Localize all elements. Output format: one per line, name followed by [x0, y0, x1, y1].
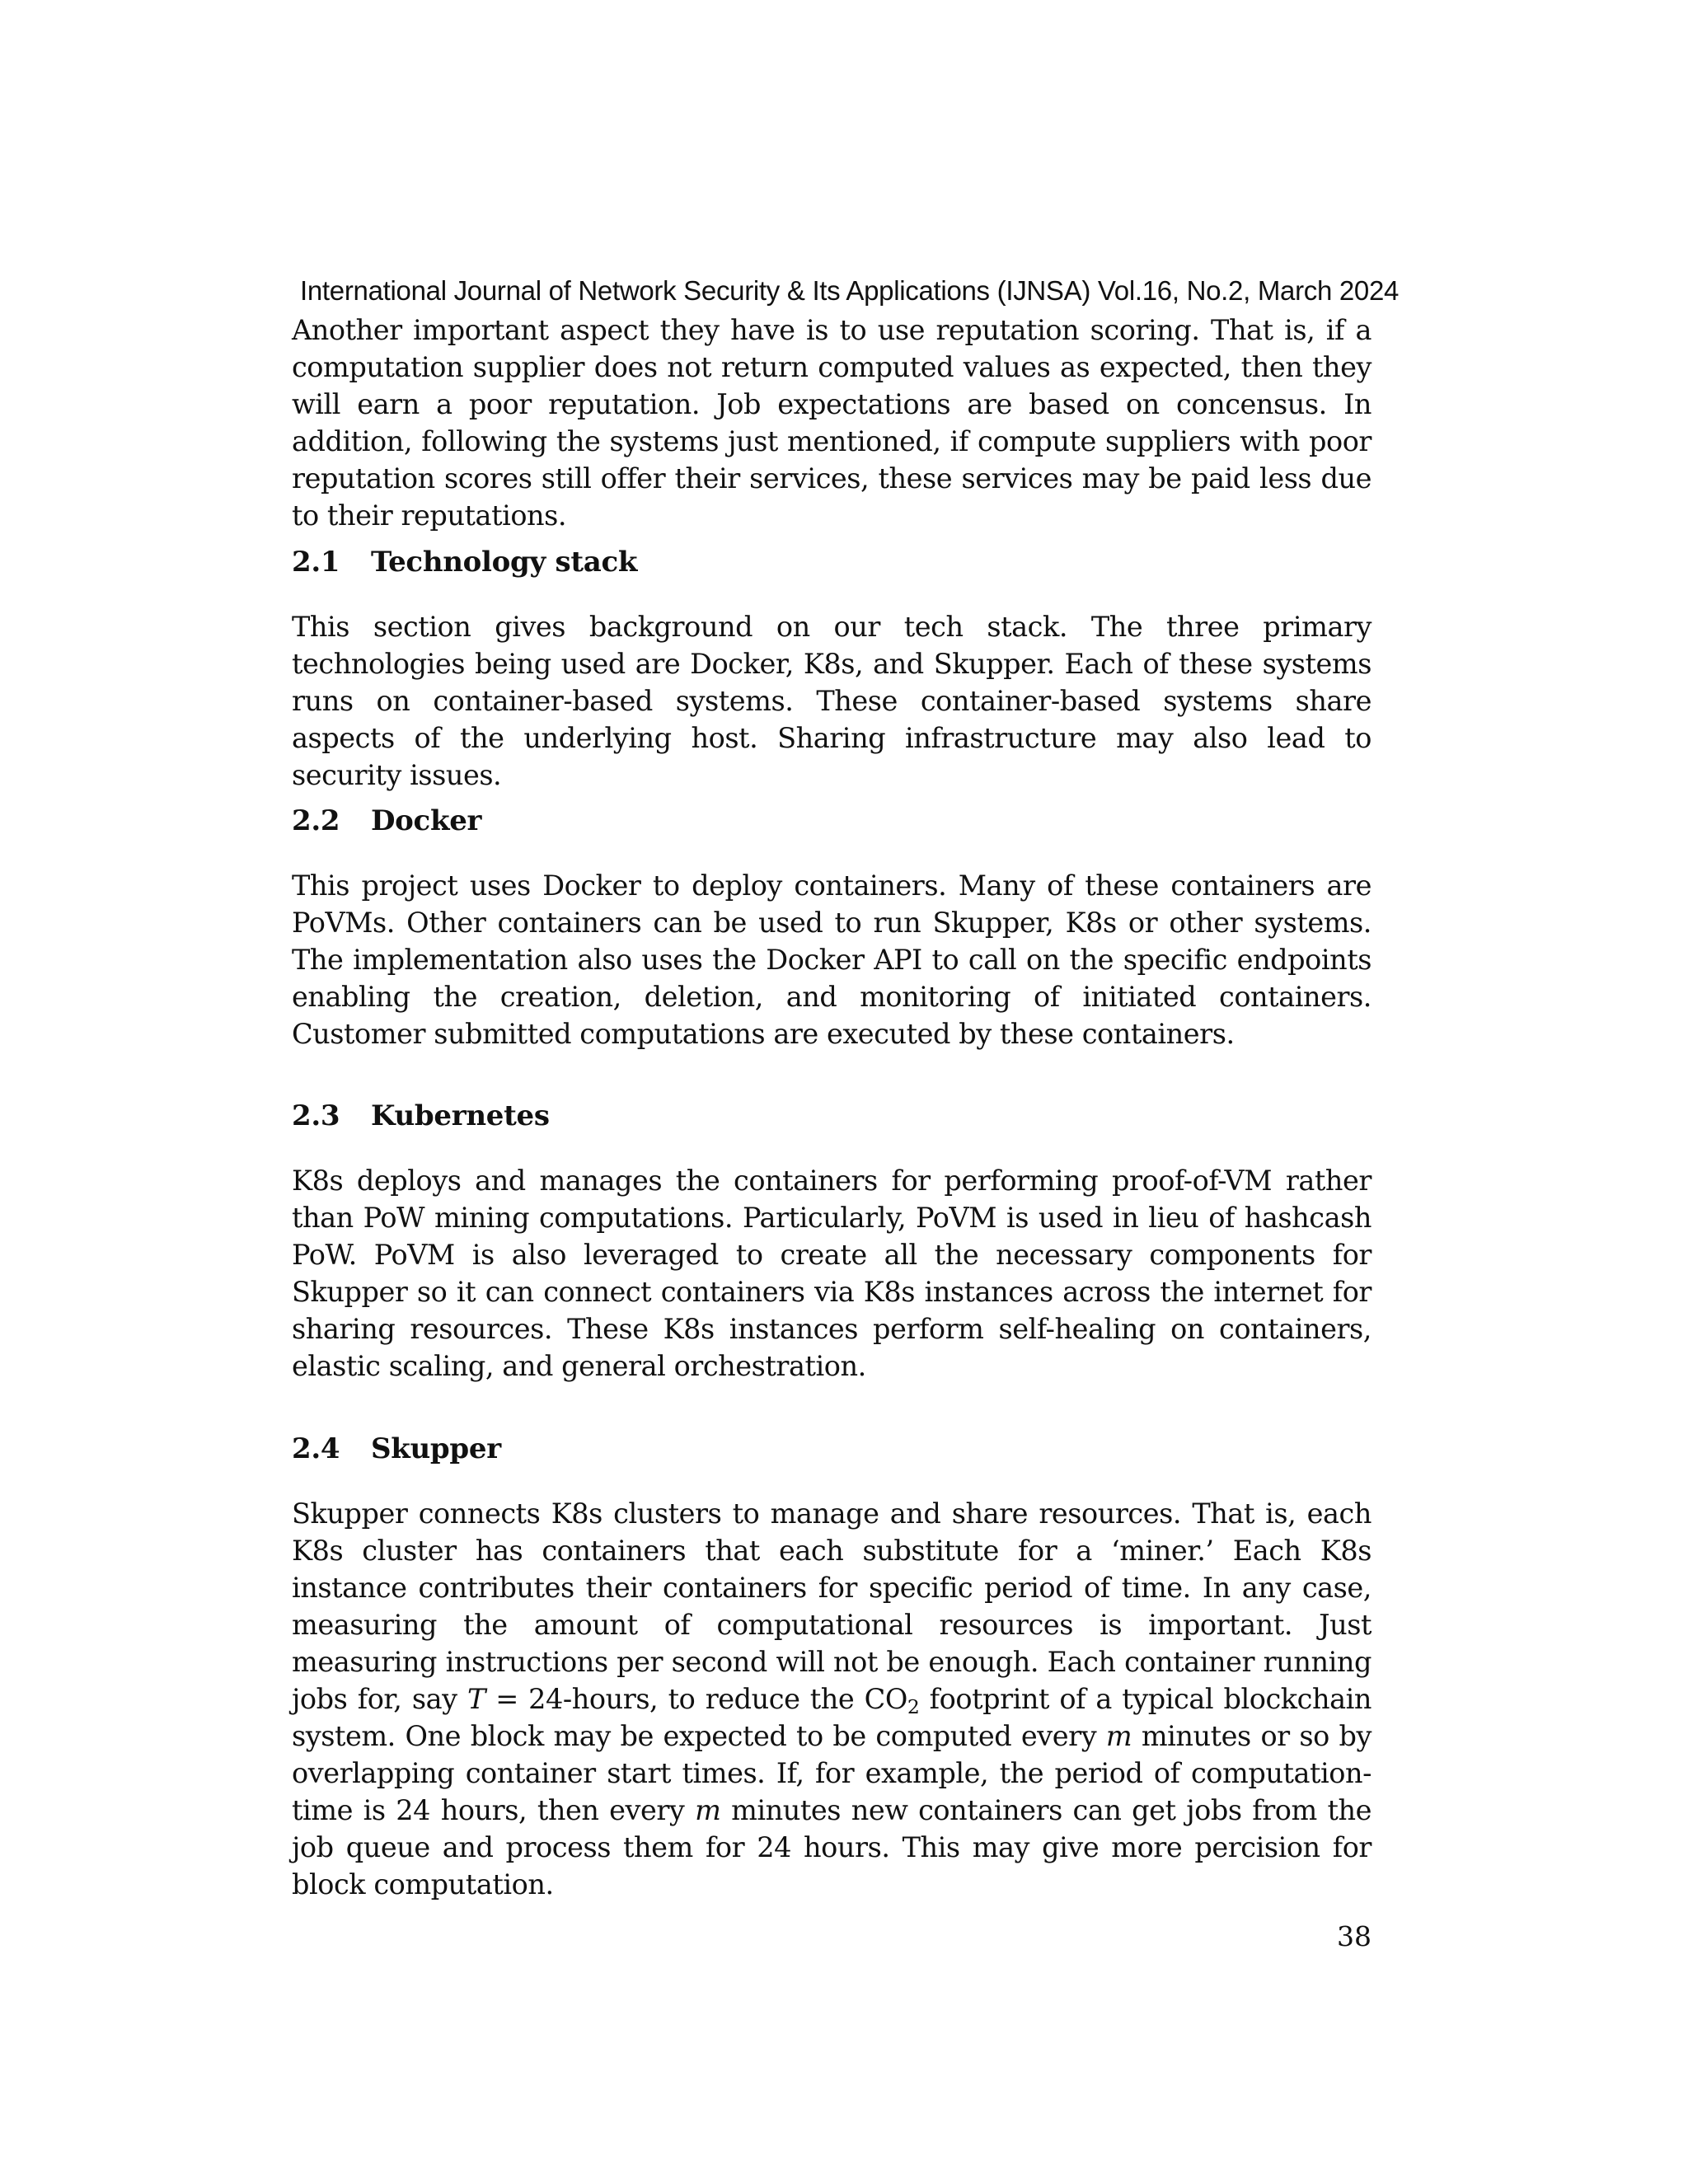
section-title: Docker — [371, 804, 482, 837]
section-body-technology-stack — [292, 608, 1372, 794]
section-heading-technology-stack — [292, 546, 637, 579]
running-head: International Journal of Network Security & Its Applications (IJNSA) Vol.16, No.2, March 2024 — [300, 275, 1400, 306]
section-paragraph: This section gives background on our tech stack. The three primary technologies being used are Docker, K8s, and Skupper. Each of these systems runs on container-based systems. These container-based systems share aspects of the underlying host. Sharing infrastructure may also lead to security issues. — [292, 611, 1372, 791]
section-heading-docker — [292, 804, 481, 837]
subscript: 2 — [907, 1695, 920, 1718]
section-number: 2.1 — [292, 546, 340, 579]
section-number: 2.2 — [292, 804, 340, 837]
section-paragraph: K8s deploys and manages the containers for performing proof-of-VM rather than PoW mining computations. Particularly, PoVM is used in lieu of hashcash PoW. PoVM is also leveraged to create all the necessary components for Skupper so it can connect containers via K8s instances across the internet for sharing resources. These K8s instances perform self-healing on containers, elastic scaling, and general orchestration. — [292, 1165, 1372, 1382]
section-paragraph: This project uses Docker to deploy containers. Many of these containers are PoVMs. Other containers can be used to run Skupper, K8s or other systems. The implementation also uses the Docker API to call on the specific endpoints enabling the creation, deletion, and monitoring of initiated containers. Customer submitted computations are executed by these containers. — [292, 869, 1372, 1050]
math-variable: m — [1105, 1720, 1132, 1752]
page-number: 38 — [1337, 1920, 1372, 1952]
section-number: 2.4 — [292, 1432, 340, 1465]
section-heading-kubernetes — [292, 1099, 550, 1132]
section-paragraph — [292, 1495, 1372, 1903]
section-body-docker — [292, 867, 1372, 1052]
intro-paragraph — [292, 312, 1372, 534]
section-title: Skupper — [371, 1432, 501, 1465]
section-body-skupper — [292, 1495, 1372, 1903]
section-number: 2.3 — [292, 1099, 340, 1132]
text-run: footprint of a typical blockchain system. One block may be expected to be computed every — [292, 1683, 1372, 1752]
section-title: Kubernetes — [371, 1099, 550, 1132]
math-variable: m — [695, 1794, 721, 1826]
intro-paragraph-text: Another important aspect they have is to use reputation scoring. That is, if a computation supplier does not return computed values as expected, then they will earn a poor reputation. Job expectations are based on concensus. In addition, following the systems just mentioned, if compute suppliers with poor reputation scores still offer their services, these services may be paid less due to their reputations. — [292, 314, 1372, 532]
section-body-kubernetes — [292, 1162, 1372, 1385]
text-run: minutes or so by overlapping container start times. If, for example, the period of computation-time is 24 hours, then every — [292, 1720, 1372, 1826]
section-heading-skupper — [292, 1432, 501, 1465]
text-run: = 24-hours, to reduce the CO — [485, 1683, 907, 1715]
math-variable: T — [467, 1683, 485, 1715]
text-run: Skupper connects K8s clusters to manage and share resources. That is, each K8s cluster has containers that each substitute for a ‘miner.’ Each K8s instance contributes their containers for specific period of time. In any case, measuring the amount of computational resources is important. Just measuring instructions per second will not be enough. Each container running jobs for, say — [292, 1497, 1372, 1715]
section-title: Technology stack — [371, 546, 638, 579]
text-run: minutes new containers can get jobs from the job queue and process them for 24 hours. This may give more percision for block computation. — [292, 1794, 1372, 1900]
